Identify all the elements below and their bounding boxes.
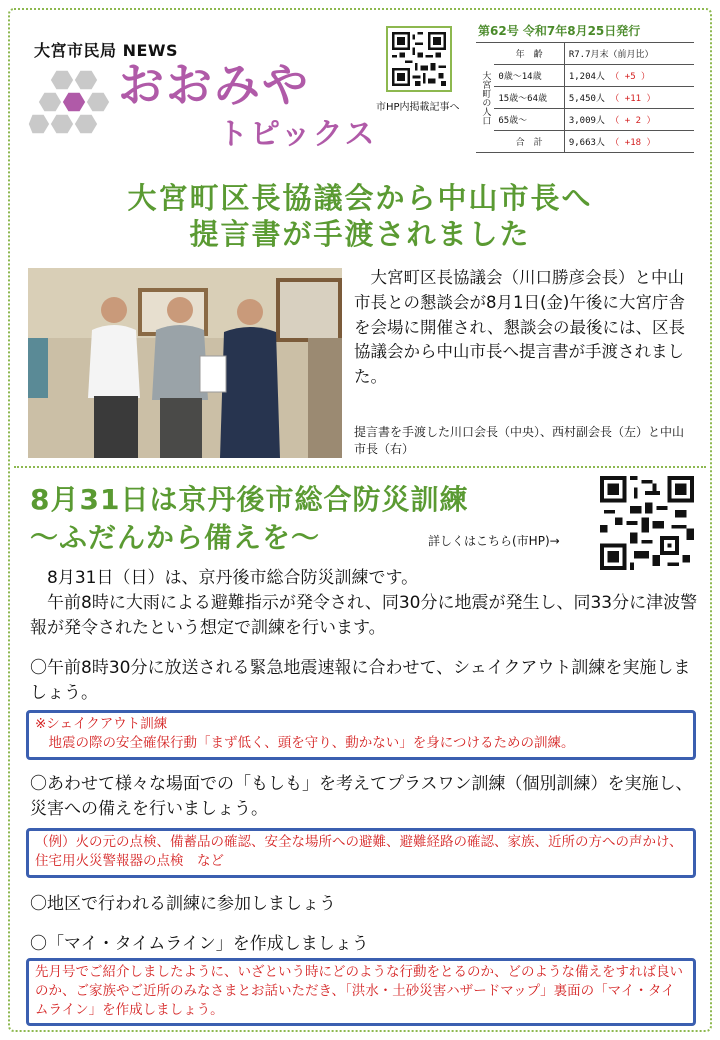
article1-title-line2: 提言書が手渡されました <box>189 217 531 251</box>
qr-code-icon[interactable] <box>600 476 694 570</box>
table-row <box>476 43 694 65</box>
population-count: 5,450人 <box>568 94 605 104</box>
population-table <box>476 42 694 153</box>
qr-label: 市HP内掲載記事へ <box>376 102 460 113</box>
table-header-age: 年 齢 <box>494 43 564 65</box>
population-side-label: 大宮町の人口 <box>476 43 494 153</box>
shakeout-note-body: 地震の際の安全確保行動「まず低く、頭を守り、動かない」を身につけるための訓練。 <box>35 734 575 751</box>
timeline-note: 先月号でご紹介しましたように、いざという時にどのような行動をとるのか、どのような備えをすれば良いのか、ご家族やご近所のみなさまとお話いただき、「洪水・土砂災害ハザードマップ」裏面の「マイ・タイムライン」を作成しましょう。 <box>26 958 696 1026</box>
article2-item-shakeout: 〇午前8時30分に放送される緊急地震速報に合わせて、シェイクアウト訓練を実施しましょう。 <box>30 658 691 703</box>
article1-caption: 提言書を手渡した川口会長（中央）、西村副会長（左）と中山市長（右） <box>354 425 685 457</box>
table-row <box>476 65 694 87</box>
article2-item-timeline: 〇「マイ・タイムライン」を作成しましょう <box>30 934 369 954</box>
qr-code-icon[interactable] <box>386 26 452 92</box>
issue-number: 第62号 令和7年8月25日発行 <box>478 24 641 38</box>
hexagon-logo-icon <box>28 68 110 148</box>
population-count: 1,204人 <box>568 72 605 82</box>
shakeout-note <box>26 710 696 760</box>
section-divider <box>14 466 706 468</box>
population-change: （ +11 ） <box>610 94 656 104</box>
masthead-subtitle: トピックス <box>218 117 377 152</box>
article2-item-plusone: 〇あわせて様々な場面での「もしも」を考えてプラスワン訓練（個別訓練）を実施し、災害への備えを行いましょう。 <box>30 774 693 819</box>
population-change: （ +18 ） <box>610 138 656 148</box>
table-row <box>476 131 694 153</box>
article1-photo <box>28 268 342 458</box>
population-count: 9,663人 <box>568 138 605 148</box>
age-range: 65歳～ <box>494 109 564 131</box>
population-count: 3,009人 <box>568 116 605 126</box>
office-name: 大宮市民局 NEWS <box>34 41 179 60</box>
article2-intro-scenario: 午前8時に大雨による避難指示が発令され、同30分に地震が発生し、同33分に津波警報が発令されたという想定で訓練を行います。 <box>30 593 698 638</box>
masthead-title: おおみや <box>118 58 310 112</box>
age-range: 0歳～14歳 <box>494 65 564 87</box>
article2-title-line2: ～ふだんから備えを～ <box>30 521 321 554</box>
table-header-count: R7.7月末（前月比） <box>564 43 694 65</box>
article1-title-line1: 大宮町区長協議会から中山市長へ <box>127 181 593 215</box>
article2-title-line1: 8月31日は京丹後市総合防災訓練 <box>30 483 469 516</box>
shakeout-note-title: ※シェイクアウト訓練 <box>35 716 168 732</box>
table-row <box>476 109 694 131</box>
age-range: 15歳～64歳 <box>494 87 564 109</box>
article2-intro-date: 8月31日（日）は、京丹後市総合防災訓練です。 <box>30 568 419 588</box>
age-range: 合 計 <box>494 131 564 153</box>
article2-item-local: 〇地区で行われる訓練に参加しましょう <box>30 894 336 914</box>
qr-link-label[interactable]: 詳しくはこちら(市HP)→ <box>428 534 560 548</box>
population-change: （ +5 ） <box>610 72 651 82</box>
article1-body: 大宮町区長協議会（川口勝彦会長）と中山市長との懇談会が8月1日(金)午後に大宮庁舎を会場に開催され、懇談会の最後には、区長協議会から中山市長へ提言書が手渡されました。 <box>354 268 685 386</box>
table-row <box>476 87 694 109</box>
population-change: （ + 2 ） <box>610 116 656 126</box>
plusone-example-note: （例）火の元の点検、備蓄品の確認、安全な場所への避難、避難経路の確認、家族、近所の方への声かけ、住宅用火災警報器の点検 など <box>26 828 696 878</box>
